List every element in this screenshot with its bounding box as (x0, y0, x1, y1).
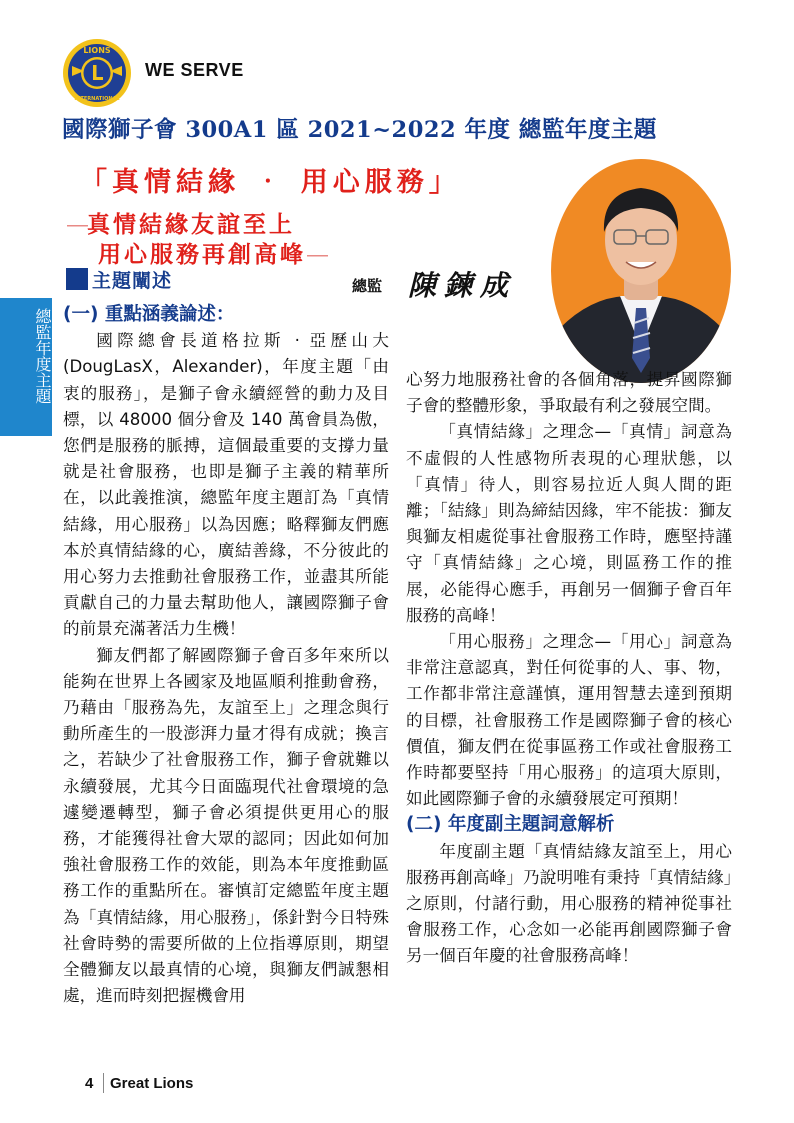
footer-divider (103, 1073, 104, 1093)
page-title: 國際獅子會 300A1 區 2021~2022 年度 總監年度主題 (62, 117, 657, 143)
right-column (406, 367, 732, 970)
author-signature: 陳鍊成 (408, 269, 517, 302)
paragraph-4: 「用心服務」之理念—「用心」詞意為非常注意認真，對任何從事的人、事、物，工作都非常注意謹慎，運用智慧去達到預期的目標，社會服務工作是國際獅子會的核心價值，獅友們在從事區務工作或社會服務工作時都要堅持「用心服務」的這項大原則，如此國際獅子會的永續發展定可預期！ (406, 632, 732, 809)
subtitle-dash-right: — (306, 242, 327, 268)
subtitle-line-1 (66, 206, 295, 239)
side-tab (0, 298, 52, 436)
subtitle-line-2 (98, 236, 327, 269)
paragraph-2-continued: 心努力地服務社會的各個角落，提昇國際獅子會的整體形象，爭取最有利之發展空間。 (406, 370, 732, 416)
logo-text-bottom: INTERNATIONAL (74, 96, 120, 102)
theme-title: 「真情結緣 ‧ 用心服務」 (80, 167, 461, 198)
motto: WE SERVE (145, 60, 244, 80)
section-title: 主題闡述 (92, 270, 173, 292)
subtitle-text-2: 用心服務再創高峰 (98, 241, 306, 268)
heading-subtheme: (二) 年度副主題詞意解析 (406, 814, 615, 836)
subtitle-dash-left: — (66, 212, 87, 238)
author-role: 總監 (352, 277, 383, 295)
left-column (63, 302, 389, 1009)
side-tab-label: 總監年度主題 (33, 308, 52, 404)
subtitle-text-1: 真情結緣友誼至上 (87, 211, 295, 238)
governor-portrait (550, 158, 732, 384)
paragraph-5: 年度副主題「真情結緣友誼至上，用心服務再創高峰」乃說明唯有秉持「真情結緣」之原則，付諸行動，用心服務的精神從事社會服務工作，心念如一必能再創國際獅子會另一個百年慶的社會服務高峰！ (406, 841, 732, 966)
paragraph-3: 「真情結緣」之理念—「真情」詞意為不虛假的人性感物所表現的心理狀態，以「真情」待人，則容易拉近人與人間的距離；「結緣」則為締結因緣，牢不能拔：獅友與獅友相處從事社會服務工作時，應堅持謹守「真情結緣」之心境，則區務工作的推展，必能得心應手，再創另一個獅子會百年服務的高峰！ (406, 422, 732, 625)
footer-brand: Great Lions (110, 1075, 194, 1092)
lions-logo (62, 38, 132, 108)
paragraph-1: 國際總會長道格拉斯 ‧ 亞歷山大(DougLasX，Alexander)，年度主題「由衷的服務」，是獅子會永續經營的動力及目標，以 48000 個分會及 140 萬會員為傲，您們是服務的脈搏，這個最重要的支撐力量就是社會服務，也即是獅子主義的精華所在，以此義推演，總監年度主題訂為「真情結緣，用心服務」以為因應；略釋獅友們應本於真情結緣的心，廣結善緣，不分彼此的用心努力去推動社會服務工作，並盡其所能貢獻自己的力量去幫助他人，讓國際獅子會的前景充滿著活力生機！ (63, 331, 389, 639)
paragraph-2: 獅友們都了解國際獅子會百多年來所以能夠在世界上各國家及地區順利推動會務，乃藉由「服務為先，友誼至上」之理念與行動所產生的一股澎湃力量才得有成就；換言之，若缺少了社會服務工作，獅子會就難以永續發展，尤其今日面臨現代社會環境的急遽變遷轉型，獅子會必須提供更用心的服務，才能獲得社會大眾的認同；因此如何加強社會服務工作的效能，則為本年度推動區務工作的重點所在。審慎訂定總監年度主題為「真情結緣，用心服務」，係針對今日特殊社會時勢的需要所做的上位指導原則，期望全體獅友以最真情的心境，與獅友們誠懇相處，進而時刻把握機會用 (63, 645, 389, 1006)
heading-key-meaning: (一) 重點涵義論述： (63, 304, 235, 325)
logo-text-top: LIONS (83, 46, 111, 55)
page-number: 4 (85, 1075, 94, 1092)
section-marker (66, 268, 88, 290)
